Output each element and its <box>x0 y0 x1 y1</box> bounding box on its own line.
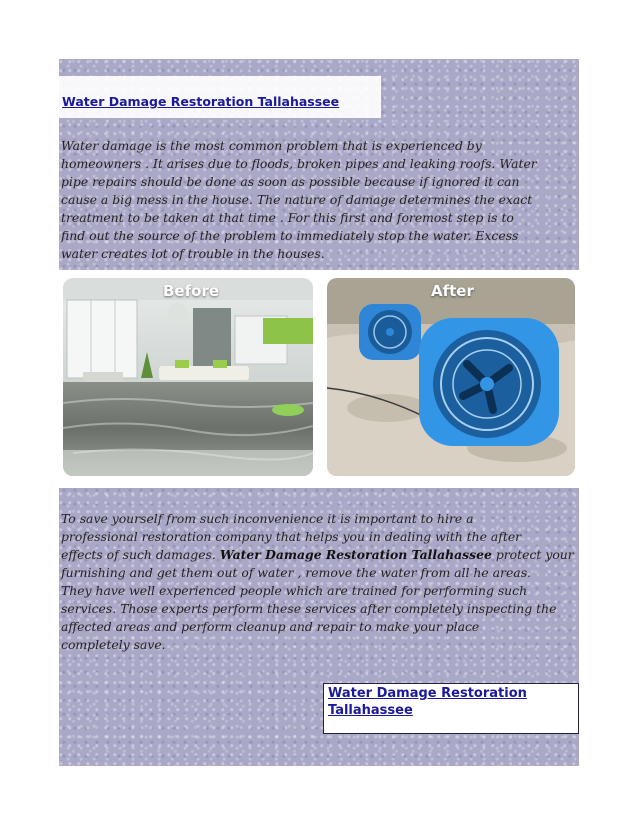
drying-fans-illustration <box>327 278 575 476</box>
document-page <box>59 59 579 766</box>
before-photo <box>63 278 313 476</box>
large-fan-icon <box>419 318 559 446</box>
footer-link[interactable]: Water Damage Restoration Tallahassee <box>328 686 527 718</box>
services-text-end: protect your furnishing and get them out of water , remove the water from all he areas. They have well experienced people which are trained for performing such services. Those experts perform these services after completely inspecting the affected areas and perform cleanup and repair to make your place completely save. <box>61 547 574 652</box>
before-label: Before <box>163 282 220 300</box>
flooded-room-illustration <box>63 278 313 476</box>
small-fan-icon <box>359 304 421 360</box>
footer-link-box <box>323 683 579 734</box>
after-photo <box>327 278 575 476</box>
company-highlight: Water Damage Restoration Tallahassee <box>219 547 492 562</box>
services-paragraph <box>61 510 577 654</box>
before-after-photo <box>59 270 579 488</box>
title-link[interactable]: Water Damage Restoration Tallahassee <box>62 94 340 109</box>
services-text-start: To save yourself from such inconvenience it is important to hire a professional restoration company that helps you in dealing with the after effects of such damages. <box>61 511 522 562</box>
after-label: After <box>431 282 474 300</box>
intro-paragraph: Water damage is the most common problem that is experienced by homeowners . It arises due to floods, broken pipes and leaking roofs. Water pipe repairs should be done as soon as possible because if ignored it can cause a big mess in the house. The nature of damage determines the exact treatment to be taken at that time . For this first and foremost step is to find out the source of the problem to immediately stop the water. Excess water creates lot of trouble in the houses. <box>61 138 537 261</box>
